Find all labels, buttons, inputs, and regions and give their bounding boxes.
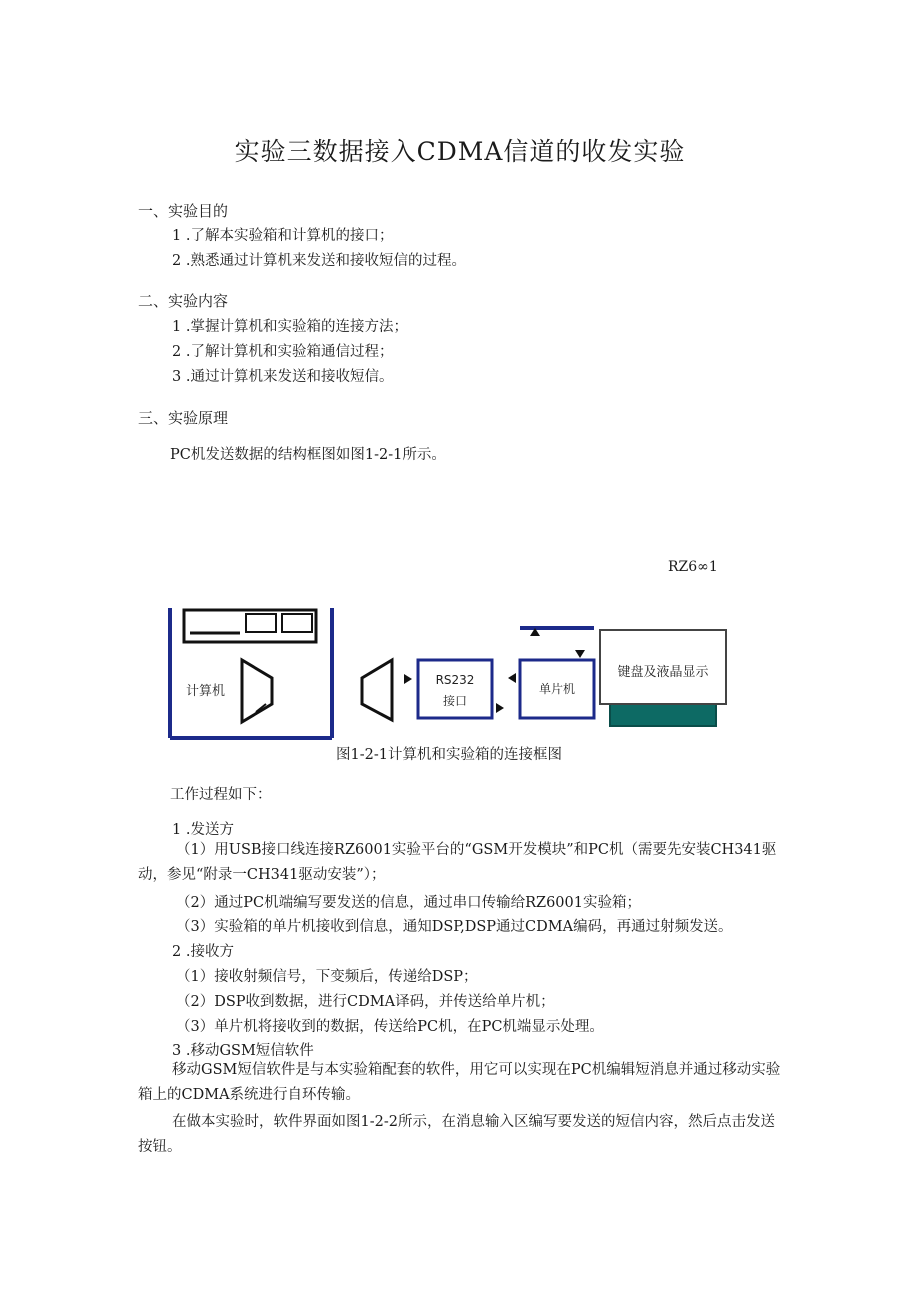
device-label: RZ6∞1 bbox=[668, 559, 718, 575]
rs232-block bbox=[418, 660, 492, 718]
mcu-label: 单片机 bbox=[538, 682, 576, 696]
arrow-right-icon bbox=[404, 674, 412, 684]
page-title: 实验三数据接入CDMA信道的收发实验 bbox=[234, 137, 686, 166]
lcd-base bbox=[610, 702, 716, 726]
arrow-right-icon bbox=[496, 703, 504, 713]
arrow-left-icon bbox=[508, 673, 516, 683]
list-item: 1 .掌握计算机和实验箱的连接方法； bbox=[172, 319, 408, 335]
keyboard-lcd-label: 键盘及液晶显示 bbox=[617, 665, 709, 680]
recv-step-3: （3）单片机将接收到的数据，传送给PC机，在PC机端显示处理。 bbox=[176, 1019, 604, 1035]
list-item: 1 .了解本实验箱和计算机的接口； bbox=[172, 228, 394, 244]
send-step-1: （1）用USB接口线连接RZ6001实验平台的“GSM开发模块”和PC机（需要先安装CH341驱动，参见“附录一CH341驱动安装”）； bbox=[138, 842, 777, 883]
computer-block bbox=[170, 608, 332, 738]
list-item: 3 .通过计算机来发送和接收短信。 bbox=[172, 369, 394, 385]
process-intro: 工作过程如下： bbox=[170, 787, 272, 803]
section-heading-principle: 三、实验原理 bbox=[138, 409, 229, 427]
figure-caption: 图1-2-1计算机和实验箱的连接框图 bbox=[336, 747, 562, 763]
serial-connector bbox=[362, 660, 392, 720]
computer-label: 计算机 bbox=[186, 684, 226, 699]
section-heading-purpose: 一、实验目的 bbox=[138, 202, 229, 220]
recv-step-2: （2）DSP收到数据，进行CDMA译码，并传送给单片机； bbox=[176, 994, 555, 1010]
connection-diagram bbox=[160, 600, 740, 745]
rs232-label-2: 接口 bbox=[442, 694, 468, 708]
send-step-3: （3）实验箱的单片机接收到信息，通知DSP,DSP通过CDMA编码，再通过射频发送。 bbox=[176, 919, 733, 935]
list-item: 2 .了解计算机和实验箱通信过程； bbox=[172, 344, 394, 360]
send-step-2: （2）通过PC机端编写要发送的信息，通过串口传输给RZ6001实验箱； bbox=[176, 895, 641, 911]
rs232-label: RS232 bbox=[435, 673, 475, 687]
recv-step-1: （1）接收射频信号，下变频后，传递给DSP； bbox=[176, 969, 478, 985]
gsm-paragraph-2: 在做本实验时，软件界面如图1-2-2所示，在消息输入区编写要发送的短信内容，然后点击发送按钮。 bbox=[138, 1114, 775, 1155]
section-heading-content: 二、实验内容 bbox=[138, 292, 229, 310]
list-item: 2 .熟悉通过计算机来发送和接收短信的过程。 bbox=[172, 253, 466, 269]
gsm-paragraph: 移动GSM短信软件是与本实验箱配套的软件，用它可以实现在PC机编辑短消息并通过移动实验箱上的CDMA系统进行自环传输。 bbox=[138, 1062, 781, 1103]
send-heading: 1 .发送方 bbox=[172, 822, 234, 838]
arrow-down-icon bbox=[575, 650, 585, 658]
principle-intro: PC机发送数据的结构框图如图1-2-1所示。 bbox=[170, 447, 446, 463]
recv-heading: 2 .接收方 bbox=[172, 944, 234, 960]
gsm-heading: 3 .移动GSM短信软件 bbox=[172, 1043, 314, 1059]
